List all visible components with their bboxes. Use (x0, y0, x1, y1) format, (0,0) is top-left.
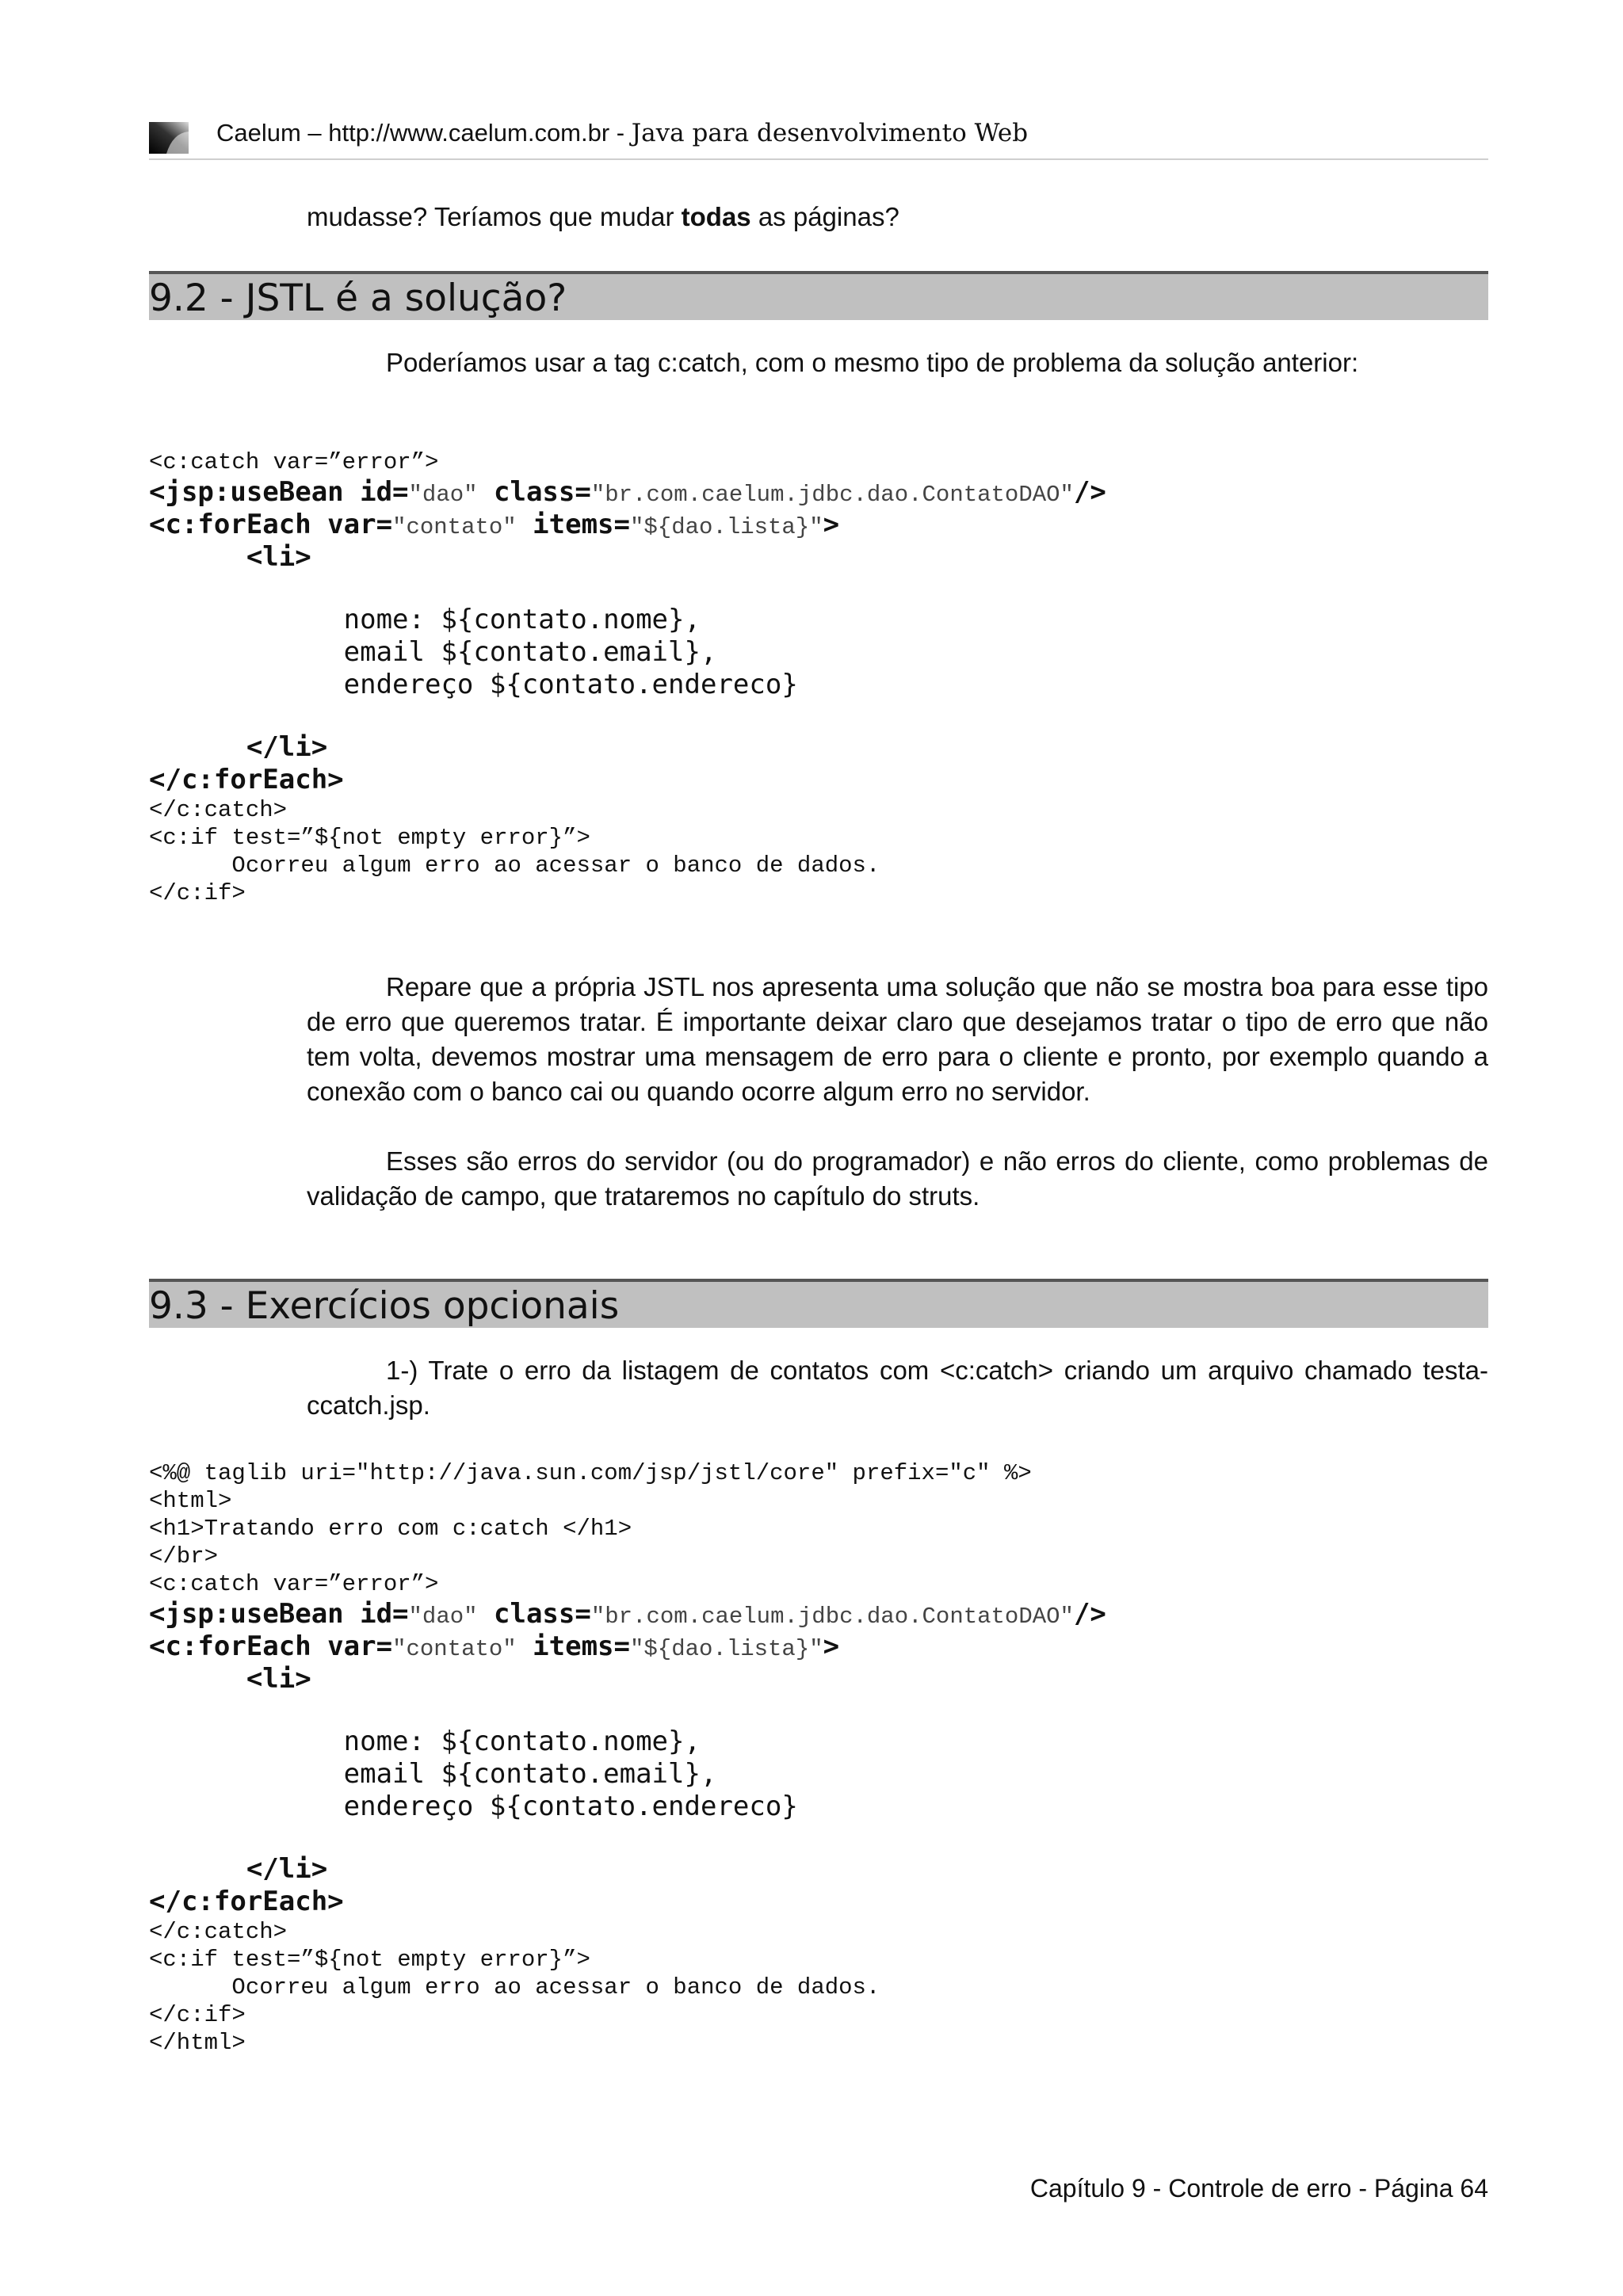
code-line: nome: ${contato.nome}, (149, 1726, 701, 1757)
code-line: </li> (149, 731, 328, 763)
code-line: endereço ${contato.endereco} (149, 1791, 798, 1822)
exercise-text: 1-) Trate o erro da listagem de contatos com <c:catch> criando um arquivo chamado testa-ccatch.jsp. (307, 1356, 1488, 1420)
code-line: <c:forEach var="contato" items="${dao.lista}"> (149, 509, 840, 540)
code-line: </c:if> (149, 880, 246, 906)
intro-text-before: mudasse? Teríamos que mudar (307, 202, 682, 231)
running-header (216, 117, 1028, 149)
caelum-logo-icon (149, 122, 189, 154)
code-line: </c:catch> (149, 1919, 288, 1945)
section-heading-9-3: 9.3 - Exercícios opcionais (149, 1279, 1488, 1328)
code-block-1 (149, 448, 1488, 907)
code-line: <jsp:useBean id="dao" class="br.com.caelum.jdbc.dao.ContatoDAO"/> (149, 476, 1106, 508)
code-line: </c:forEach> (149, 764, 344, 795)
code-line: email ${contato.email}, (149, 636, 717, 668)
code-line: </c:forEach> (149, 1886, 344, 1917)
code-line: <html> (149, 1488, 232, 1514)
section1-lead: Poderíamos usar a tag c:catch, com o mesmo tipo de problema da solução anterior: (386, 348, 1359, 377)
code-block-2 (149, 1459, 1488, 2057)
code-blank-line (149, 574, 1488, 604)
page-footer: Capítulo 9 - Controle de erro - Página 64 (1029, 2174, 1488, 2203)
code-line: </c:if> (149, 2002, 246, 2028)
code-line: <c:if test=”${not empty error}”> (149, 825, 590, 851)
code-line: <c:if test=”${not empty error}”> (149, 1947, 590, 1973)
header-divider (149, 158, 1488, 160)
paragraph-text: Repare que a própria JSTL nos apresenta uma solução que não se mostra boa para esse tipo de erro que queremos tratar. É importante deixar claro que desejamos tratar o tipo de erro que não tem volta, devemos mostrar uma mensagem de erro para o cliente e pronto, por exemplo quando a conexão com o banco cai ou quando ocorre algum erro no servidor. (307, 972, 1488, 1106)
code-line: nome: ${contato.nome}, (149, 604, 701, 635)
code-blank-line (149, 1823, 1488, 1853)
section-heading-9-2: 9.2 - JSTL é a solução? (149, 271, 1488, 320)
code-line: email ${contato.email}, (149, 1758, 717, 1790)
paragraph-jstl-note (307, 970, 1488, 1109)
code-line: <jsp:useBean id="dao" class="br.com.caelum.jdbc.dao.ContatoDAO"/> (149, 1598, 1106, 1630)
code-line: </br> (149, 1543, 219, 1569)
code-blank-line (149, 1695, 1488, 1726)
code-line: <c:catch var=”error”> (149, 1571, 439, 1597)
code-line: <li> (149, 541, 311, 573)
code-line: </html> (149, 2030, 246, 2056)
intro-paragraph (307, 200, 1488, 235)
code-line: <%@ taglib uri="http://java.sun.com/jsp/jstl/core" prefix="c" %> (149, 1460, 1032, 1486)
code-line: Ocorreu algum erro ao acessar o banco de dados. (149, 1974, 880, 2000)
code-line: endereço ${contato.endereco} (149, 669, 798, 700)
code-line: <li> (149, 1663, 311, 1695)
code-line: <h1>Tratando erro com c:catch </h1> (149, 1516, 632, 1542)
code-line: </li> (149, 1853, 328, 1885)
exercise-1 (307, 1353, 1488, 1423)
code-blank-line (149, 701, 1488, 731)
paragraph-text: Esses são erros do servidor (ou do programador) e não erros do cliente, como problemas de validação de campo, que trataremos no capítulo do struts. (307, 1146, 1488, 1211)
code-line: Ocorreu algum erro ao acessar o banco de dados. (149, 852, 880, 879)
header-site: Caelum – http://www.caelum.com.br - (216, 119, 632, 147)
paragraph-server-errors (307, 1144, 1488, 1214)
code-line: <c:catch var=”error”> (149, 449, 439, 475)
code-line: </c:catch> (149, 797, 288, 823)
header-course: Java para desenvolvimento Web (631, 119, 1029, 147)
code-line: <c:forEach var="contato" items="${dao.lista}"> (149, 1630, 840, 1662)
intro-emphasis: todas (681, 202, 751, 231)
intro-text-after: as páginas? (750, 202, 899, 231)
